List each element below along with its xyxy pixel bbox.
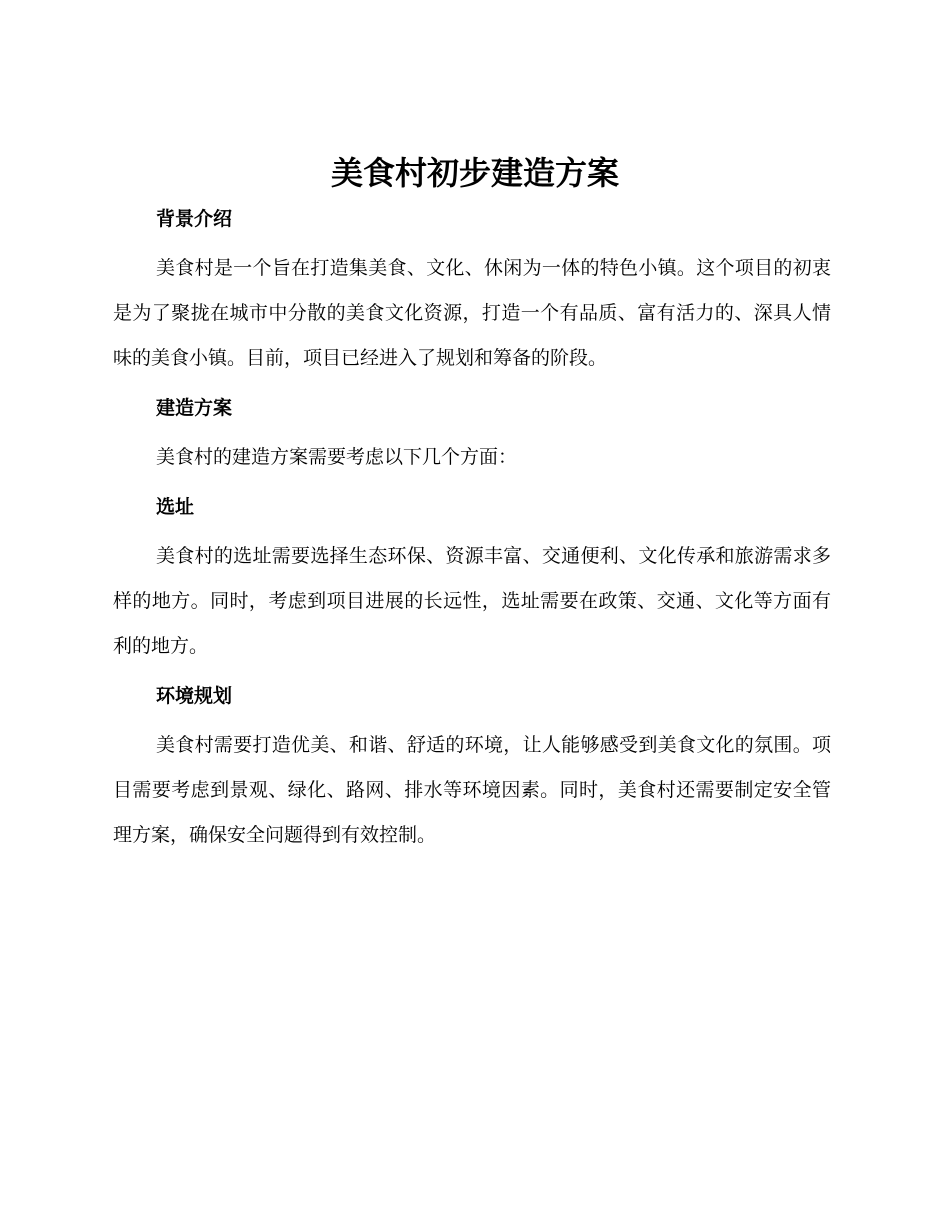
section-heading-background: 背景介绍 <box>156 208 233 230</box>
section-paragraph-site-selection: 美食村的选址需要选择生态环保、资源丰富、交通便利、文化传承和旅游需求多样的地方。同时，考虑到项目进展的长远性，选址需要在政策、交通、文化等方面有利的地方。 <box>113 545 831 657</box>
section-paragraph-construction-plan: 美食村的建造方案需要考虑以下几个方面： <box>156 446 518 468</box>
section-paragraph-environment-planning: 美食村需要打造优美、和谐、舒适的环境，让人能够感受到美食文化的氛围。项目需要考虑到景观、绿化、路网、排水等环境因素。同时，美食村还需要制定安全管理方案，确保安全问题得到有效控制。 <box>113 734 831 846</box>
section-heading-construction-plan: 建造方案 <box>156 397 233 419</box>
section-paragraph-background: 美食村是一个旨在打造集美食、文化、休闲为一体的特色小镇。这个项目的初衷是为了聚拢在城市中分散的美食文化资源，打造一个有品质、富有活力的、深具人情味的美食小镇。目前，项目已经进入了规划和筹备的阶段。 <box>113 257 831 369</box>
document-body <box>113 204 831 858</box>
section-heading-environment-planning: 环境规划 <box>156 685 233 707</box>
section-heading-site-selection: 选址 <box>156 496 195 518</box>
document-title: 美食村初步建造方案 <box>330 154 619 192</box>
